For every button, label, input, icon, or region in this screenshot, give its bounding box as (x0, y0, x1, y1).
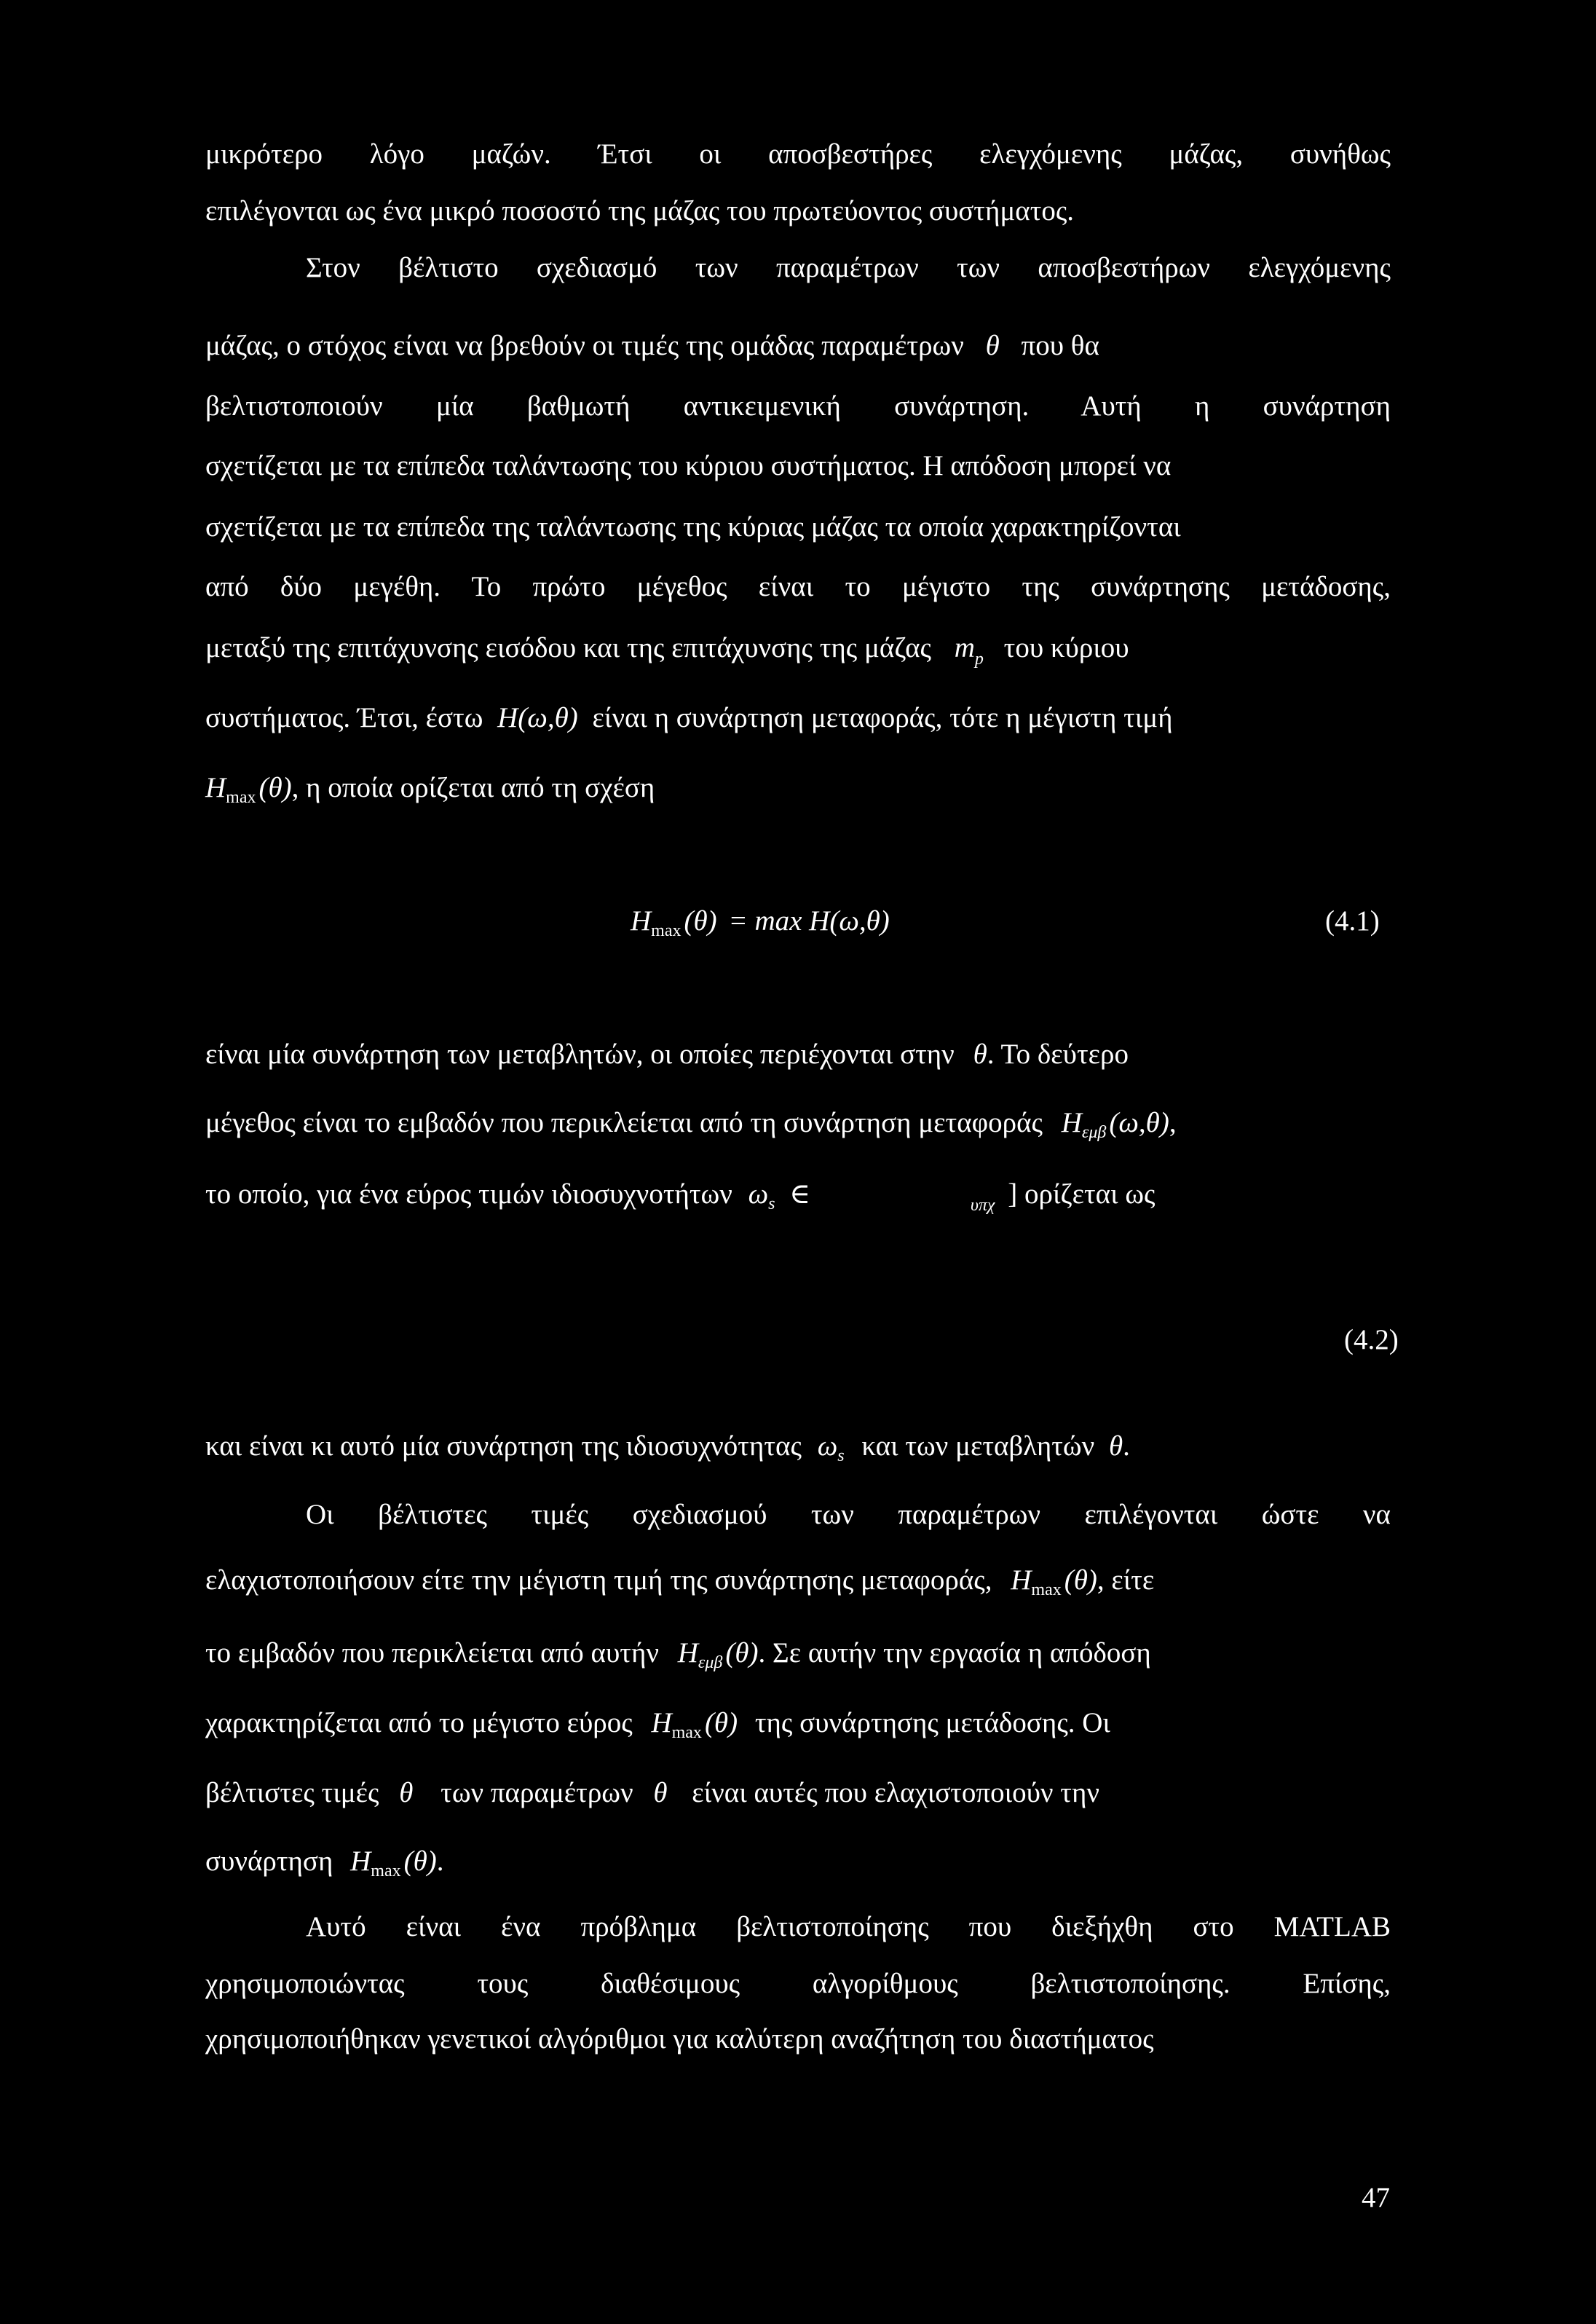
text-line: χρησιμοποιήθηκαν γενετικοί αλγόριθμοι για καλύτερη αναζήτηση του διαστήματος (205, 2023, 1154, 2055)
text-line: συνάρτηση $H_{max}$ (θ). (205, 1846, 444, 1880)
text-line: και είναι κι αυτό μία συνάρτηση της ιδιοσυχνότητας $\omega_s$ και των μεταβλητών θ. (205, 1430, 1130, 1465)
text-line: μάζας, ο στόχος είναι να βρεθούν οι τιμές της ομάδας παραμέτρων θ που θα (205, 330, 1099, 361)
text-line: βελτιστοποιούν μία βαθμωτή αντικειμενική συνάρτηση. Αυτή η συνάρτηση (205, 390, 1391, 422)
equation-number: (4.1) (1325, 905, 1380, 937)
text-line: σχετίζεται με τα επίπεδα της ταλάντωσης της κύριας μάζας τα οποία χαρακτηρίζονται (205, 511, 1181, 543)
text-line: χαρακτηρίζεται από το μέγιστο εύρος $H_{max}$ (θ) της συνάρτησης μετάδοσης. Οι (205, 1707, 1110, 1742)
text-line: σχετίζεται με τα επίπεδα ταλάντωσης του κύριου συστήματος. Η απόδοση μπορεί να (205, 450, 1172, 481)
page-number: 47 (1362, 2182, 1390, 2213)
text-line: το οποίο, για ένα εύρος τιμών ιδιοσυχνοτήτων $\omega_s$ ∈ $_{\upsilon\pi\chi}$ ] ορίζεται ως (205, 1178, 1155, 1215)
equation-number: (4.2) (1344, 1324, 1399, 1355)
H-omega-theta: H(ω,θ) (497, 702, 578, 733)
text-line: χρησιμοποιώντας τους διαθέσιμους αλγορίθμους βελτιστοποίησης. Επίσης, (205, 1968, 1391, 1999)
text-line: βέλτιστες τιμές θ των παραμέτρων θ είναι αυτές που ελαχιστοποιούν την (205, 1777, 1099, 1808)
text-line: Οι βέλτιστες τιμές σχεδιασμού των παραμέτρων επιλέγονται ώστε να (306, 1499, 1391, 1530)
text-line: από δύο μεγέθη. Το πρώτο μέγεθος είναι το μέγιστο της συνάρτησης μετάδοσης, (205, 571, 1391, 602)
text-line: είναι μία συνάρτηση των μεταβλητών, οι οποίες περιέχονται στην θ. Το δεύτερο (205, 1039, 1129, 1070)
text-line: το εμβαδόν που περικλείεται από αυτήν $H_{\varepsilon\mu\beta}$ (θ). Σε αυτήν την εργασία η απόδοση (205, 1637, 1151, 1672)
equation-4-1: $H_{max}$ (θ) = max H(ω,θ) (631, 905, 890, 940)
text-line: Αυτό είναι ένα πρόβλημα βελτιστοποίησης που διεξήχθη στο MATLAB (306, 1911, 1391, 1942)
text-line: Στον βέλτιστο σχεδιασμό των παραμέτρων των αποσβεστήρων ελεγχόμενης (306, 252, 1391, 283)
m-symbol: m (954, 632, 975, 663)
text-line: επιλέγονται ως ένα μικρό ποσοστό της μάζας του πρωτεύοντος συστήματος. (205, 195, 1075, 227)
theta-symbol: θ (985, 330, 1000, 361)
text-line: μεταξύ της επιτάχυνσης εισόδου και της επιτάχυνσης της μάζας $m_p$ του κύριου (205, 632, 1129, 669)
text-line: μέγεθος είναι το εμβαδόν που περικλείεται από τη συνάρτηση μεταφοράς $H_{\varepsilon\mu\beta}$ (ω,θ), (205, 1107, 1177, 1142)
text-line: ελαχιστοποιήσουν είτε την μέγιστη τιμή της συνάρτησης μεταφοράς, $H_{max}$ (θ), είτε (205, 1564, 1155, 1599)
text-line: συστήματος. Έτσι, έστω H(ω,θ) είναι η συνάρτηση μεταφοράς, τότε η μέγιστη τιμή (205, 702, 1173, 733)
text-line: μικρότερο λόγο μαζών. Έτσι οι αποσβεστήρες ελεγχόμενης μάζας, συνήθως (205, 138, 1391, 170)
text-line: $H_{max}$ (θ), η οποία ορίζεται από τη σχέση (205, 772, 655, 807)
